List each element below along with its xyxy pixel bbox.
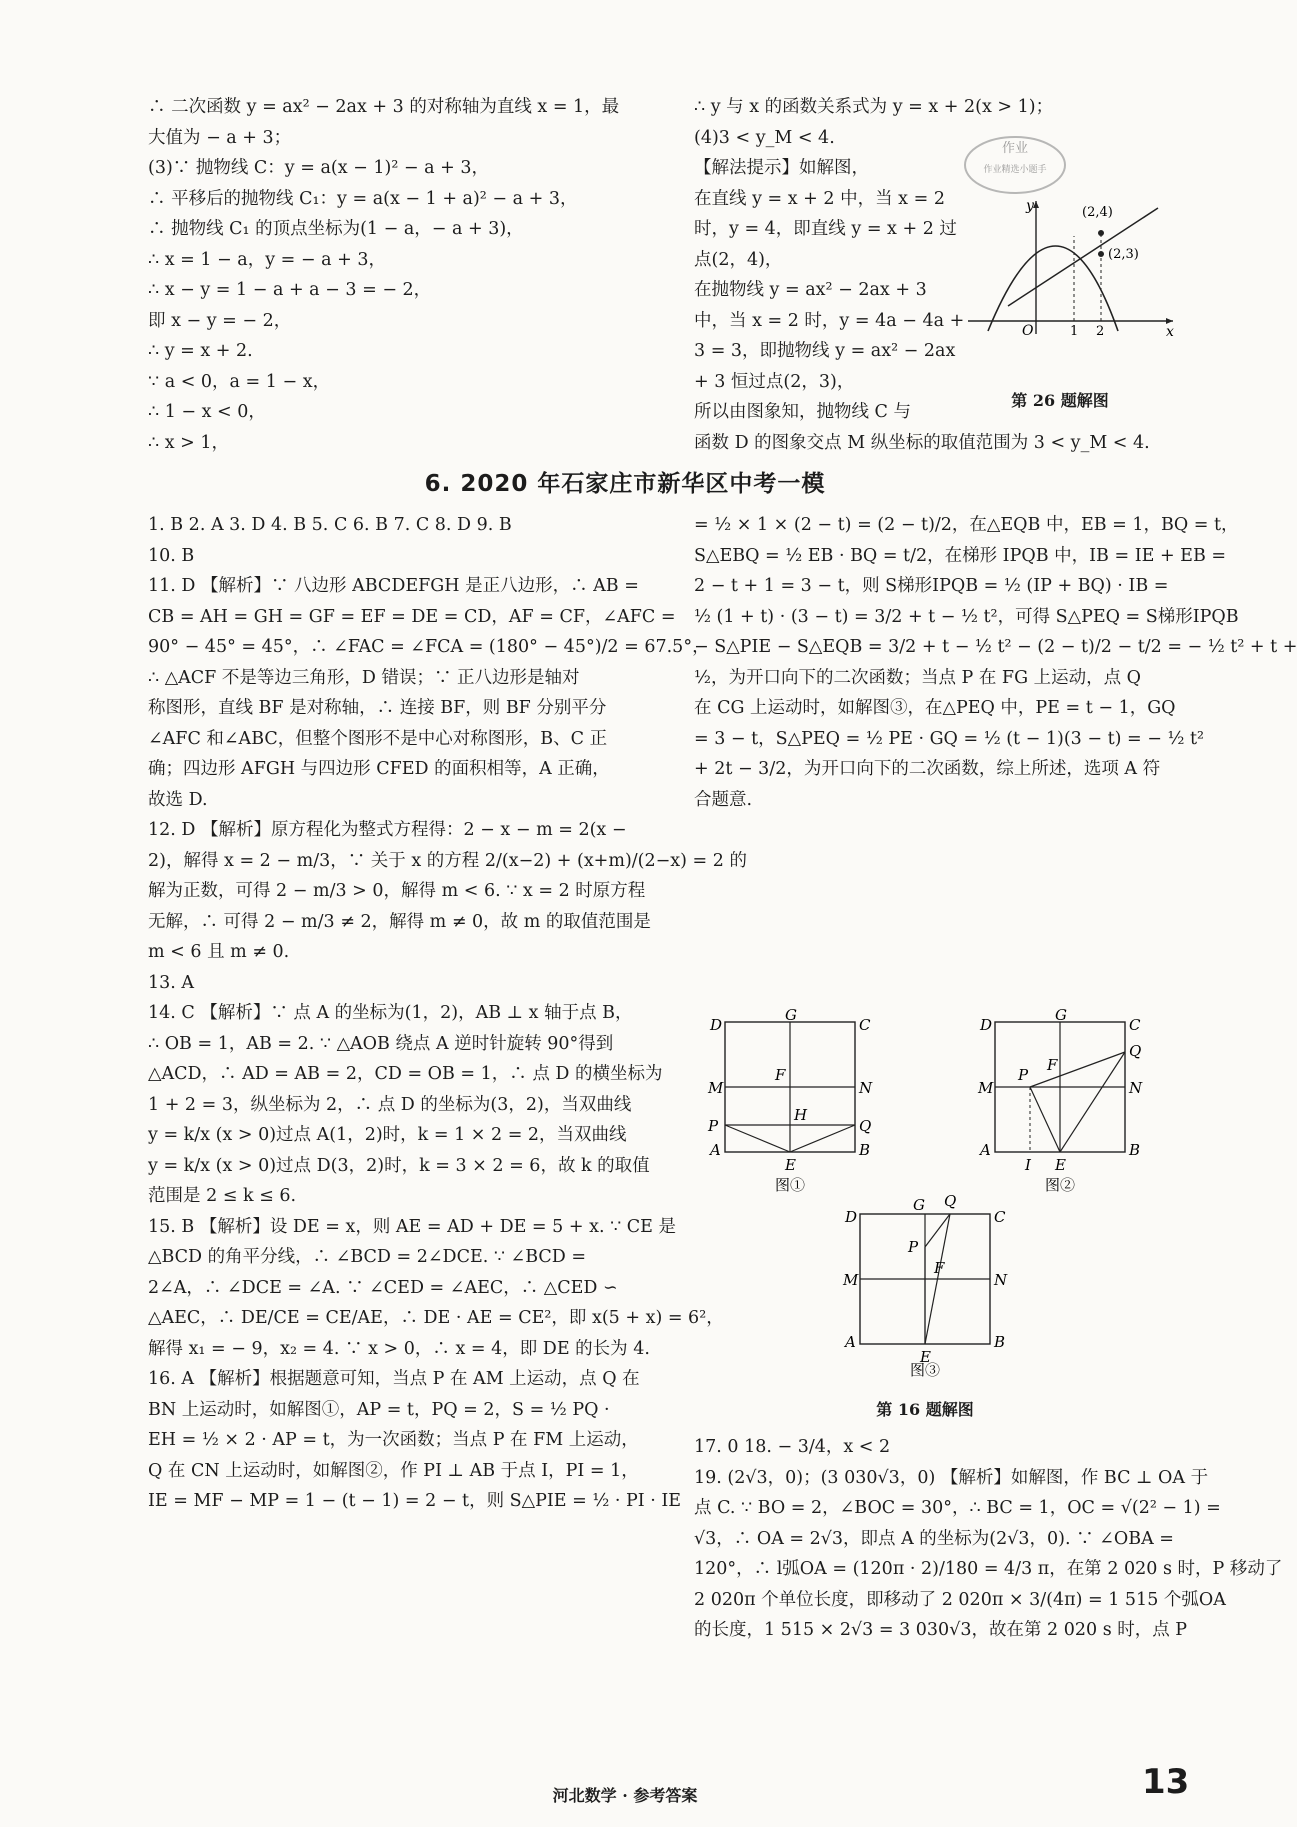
label-d: D (980, 1016, 993, 1034)
figure-16-sub1 (705, 1006, 875, 1199)
text-line: 1. B 2. A 3. D 4. B 5. C 6. B 7. C 8. D 9. B (148, 515, 512, 535)
label-x: x (1166, 324, 1174, 340)
label-a: A (710, 1141, 721, 1159)
text-line: = ½ × 1 × (2 − t) = (2 − t)/2，在△EQB 中，EB = 1，BQ = t， (694, 515, 1239, 535)
text-line: ½ (1 + t) · (3 − t) = 3/2 + t − ½ t²，可得 S△PEQ = S梯形IPQB (694, 606, 1239, 627)
label-e: E (785, 1156, 796, 1174)
text-line: 合题意. (694, 789, 753, 810)
text-line: 时，y = 4，即直线 y = x + 2 过 (694, 219, 957, 239)
text-line: 13. A (148, 972, 195, 993)
section-title: 6. 2020 年石家庄市新华区中考一模 (424, 471, 826, 497)
label-p: P (1018, 1066, 1029, 1084)
text-line: 12. D 【解析】原方程化为整式方程得：2 − x − m = 2(x − (148, 820, 627, 840)
text-line: 解得 x₁ = − 9，x₂ = 4. ∵ x > 0，∴ x = 4，即 DE 的长为 4. (148, 1338, 650, 1359)
label-2: 2 (1096, 324, 1105, 339)
line-qe (1060, 1052, 1125, 1152)
label-y: y (1026, 198, 1034, 214)
label-q: Q (1129, 1042, 1142, 1060)
text-line: (3)∵ 抛物线 C：y = a(x − 1)² − a + 3， (148, 158, 490, 178)
figure-26-caption: 第 26 题解图 (1011, 391, 1109, 410)
label-g: G (913, 1196, 925, 1214)
text-line: 点 C. ∵ BO = 2，∠BOC = 30°，∴ BC = 1，OC = √(2² − 1) = (694, 1498, 1221, 1518)
right-column-continued (694, 1432, 1283, 1646)
text-line: 11. D 【解析】∵ 八边形 ABCDEFGH 是正八边形，∴ AB = (148, 576, 639, 596)
label-q: Q (944, 1192, 957, 1210)
text-line: (4)3 < y_M < 4. (694, 127, 835, 148)
text-line: ∴ △ACF 不是等边三角形，D 错误；∵ 正八边形是轴对 (148, 667, 580, 688)
text-line: IE = MF − MP = 1 − (t − 1) = 2 − t，则 S△PIE = ½ · PI · IE (148, 1491, 682, 1511)
text-line: ∴ OB = 1，AB = 2. ∵ △AOB 绕点 A 逆时针旋转 90°得到 (148, 1033, 614, 1054)
text-line: 无解，∴ 可得 2 − m/3 ≠ 2，解得 m ≠ 0，故 m 的取值范围是 (148, 911, 651, 932)
figure-16-sub2 (975, 1006, 1145, 1199)
text-line: 3 = 3，即抛物线 y = ax² − 2ax (694, 341, 956, 361)
text-line: 函数 D 的图象交点 M 纵坐标的取值范围为 3 < y_M < 4. (694, 432, 1150, 453)
sub-caption-2: 图② (1044, 1176, 1076, 1194)
label-h: H (794, 1106, 808, 1124)
parabola-curve (988, 246, 1118, 331)
top-left-column (148, 92, 648, 458)
label-b: B (859, 1141, 871, 1159)
label-e: E (1055, 1156, 1066, 1174)
text-line: 2)，解得 x = 2 − m/3，∵ 关于 x 的方程 2/(x−2) + (x+m)/(2−x) = 2 的 (148, 850, 747, 871)
text-line: ∴ y = x + 2. (148, 341, 253, 361)
text-line: 确；四边形 AFGH 与四边形 CFED 的面积相等，A 正确， (148, 759, 610, 779)
label-c: C (1129, 1016, 1141, 1034)
text-line: 中，当 x = 2 时，y = 4a − 4a + (694, 310, 965, 331)
label-b: B (994, 1333, 1006, 1351)
text-line: ½，为开口向下的二次函数；当点 P 在 FG 上运动，点 Q (694, 667, 1142, 688)
text-line: + 3 恒过点(2，3)， (694, 371, 855, 392)
label-n: N (1129, 1079, 1143, 1097)
text-line: 所以由图象知，抛物线 C 与 (694, 402, 912, 422)
text-line: ∴ y 与 x 的函数关系式为 y = x + 2(x > 1)； (694, 97, 1054, 117)
point-2-4 (1098, 230, 1104, 236)
label-q: Q (859, 1117, 872, 1135)
label-n: N (994, 1271, 1008, 1289)
text-line: + 2t − 3/2，为开口向下的二次函数，综上所述，选项 A 符 (694, 759, 1161, 779)
text-line: = 3 − t，S△PEQ = ½ PE · GQ = ½ (t − 1)(3 − t) = − ½ t² (694, 728, 1205, 749)
label-f: F (775, 1066, 786, 1084)
text-line: 90° − 45° = 45°，∴ ∠FAC = ∠FCA = (180° − 45°)/2 = 67.5°， (148, 637, 710, 657)
label-m: M (978, 1079, 994, 1097)
figure-16-sub3 (840, 1192, 1010, 1381)
label-a: A (980, 1141, 991, 1159)
label-m: M (843, 1271, 859, 1289)
text-line: 1 + 2 = 3，纵坐标为 2，∴ 点 D 的坐标为(3，2)，当双曲线 (148, 1094, 632, 1115)
label-origin: O (1022, 323, 1034, 339)
text-line: 大值为 − a + 3； (148, 127, 292, 148)
text-line: BN 上运动时，如解图①，AP = t，PQ = 2，S = ½ PQ · (148, 1399, 610, 1420)
text-line: √3，∴ OA = 2√3，即点 A 的坐标为(2√3，0). ∵ ∠OBA = (694, 1528, 1174, 1549)
text-line: 17. 0 18. − 3/4，x < 2 (694, 1437, 891, 1457)
text-line: m < 6 且 m ≠ 0. (148, 942, 290, 962)
text-line: ∠AFC 和∠ABC，但整个图形不是中心对称图形，B、C 正 (148, 728, 608, 749)
label-g: G (785, 1006, 797, 1024)
text-line: 15. B 【解析】设 DE = x，则 AE = AD + DE = 5 + x. ∵ CE 是 (148, 1216, 676, 1237)
stamp-word: 作业 (1001, 141, 1029, 156)
text-line: y = k/x (x > 0)过点 A(1，2)时，k = 1 × 2 = 2，当双曲线 (148, 1125, 627, 1145)
label-e: E (920, 1348, 931, 1366)
text-line: ∴ x − y = 1 − a + a − 3 = − 2， (148, 280, 432, 300)
text-line: ∴ 平移后的抛物线 C₁：y = a(x − 1 + a)² − a + 3， (148, 188, 578, 209)
figure-26-graph (958, 196, 1178, 340)
text-line: S△EBQ = ½ EB · BQ = t/2，在梯形 IPQB 中，IB = IE + EB = (694, 545, 1227, 566)
line-pq (1030, 1052, 1125, 1087)
text-line: CB = AH = GH = GF = EF = DE = CD，AF = CF，∠AFC = (148, 606, 676, 627)
label-f: F (934, 1259, 945, 1277)
text-line: 2 020π 个单位长度，即移动了 2 020π × 3/(4π) = 1 515 个弧OA (694, 1589, 1226, 1610)
text-line: 点(2，4)， (694, 249, 783, 270)
text-line: 在 CG 上运动时，如解图③，在△PEQ 中，PE = t − 1，GQ (694, 698, 1176, 718)
stamp-text: 作业精选小题手 (983, 165, 1047, 175)
text-line: 10. B (148, 545, 195, 566)
text-line: EH = ½ × 2 · AP = t，为一次函数；当点 P 在 FM 上运动， (148, 1430, 639, 1450)
text-line: Q 在 CN 上运动时，如解图②，作 PI ⊥ AB 于点 I，PI = 1， (148, 1460, 639, 1481)
text-line: 19. (2√3，0)；(3 030√3，0) 【解析】如解图，作 BC ⊥ OA 于 (694, 1467, 1209, 1488)
label-c: C (994, 1208, 1006, 1226)
text-line: 在抛物线 y = ax² − 2ax + 3 (694, 280, 927, 300)
page-footer: 河北数学 · 参考答案 (552, 1786, 698, 1805)
text-line: ∵ a < 0，a = 1 − x， (148, 371, 331, 392)
label-a: A (845, 1333, 856, 1351)
line-pe (1030, 1087, 1060, 1152)
text-line: △BCD 的角平分线，∴ ∠BCD = 2∠DCE. ∵ ∠BCD = (148, 1247, 587, 1267)
label-point-2-4: (2,4) (1082, 205, 1113, 220)
label-c: C (859, 1016, 871, 1034)
label-d: D (710, 1016, 723, 1034)
text-line: 16. A 【解析】根据题意可知，当点 P 在 AM 上运动，点 Q 在 (148, 1369, 640, 1389)
text-line: 120°，∴ l弧OA = (120π · 2)/180 = 4/3 π，在第 2 020 s 时，P 移动了 (694, 1559, 1283, 1579)
point-2-3 (1098, 251, 1104, 257)
text-line: 2 − t + 1 = 3 − t，则 S梯形IPQB = ½ (IP + BQ) · IB = (694, 576, 1169, 596)
text-line: 解为正数，可得 2 − m/3 > 0，解得 m < 6. ∵ x = 2 时原方程 (148, 881, 646, 901)
label-i: I (1025, 1156, 1031, 1174)
text-line: 【解法提示】如解图， (694, 158, 869, 178)
text-line: ∴ 抛物线 C₁ 的顶点坐标为(1 − a，− a + 3)， (148, 219, 524, 239)
label-p: P (708, 1117, 719, 1135)
figure-16-caption: 第 16 题解图 (876, 1400, 974, 1419)
text-line: ∴ 二次函数 y = ax² − 2ax + 3 的对称轴为直线 x = 1，最 (148, 97, 620, 117)
text-line: 在直线 y = x + 2 中，当 x = 2 (694, 188, 945, 209)
text-line: − S△PIE − S△EQB = 3/2 + t − ½ t² − (2 − t)/2 − t/2 = − ½ t² + t + (694, 637, 1297, 657)
text-line: ∴ x = 1 − a，y = − a + 3， (148, 249, 386, 270)
text-line: 的长度，1 515 × 2√3 = 3 030√3，故在第 2 020 s 时，点 P (694, 1620, 1188, 1640)
line-qe (790, 1125, 855, 1152)
text-line: ∴ 1 − x < 0， (148, 402, 266, 422)
text-line: 范围是 2 ≤ k ≤ 6. (148, 1186, 297, 1206)
stamp-watermark (960, 130, 1070, 204)
sub-caption-3: 图③ (909, 1361, 941, 1379)
label-g: G (1055, 1006, 1067, 1024)
text-line: △AEC，∴ DE/CE = CE/AE，∴ DE · AE = CE²，即 x(5 + x) = 6²， (148, 1308, 724, 1328)
right-column (694, 510, 1297, 815)
text-line: 故选 D. (148, 789, 208, 810)
page-number: 13 (1142, 1762, 1190, 1802)
text-line: 14. C 【解析】∵ 点 A 的坐标为(1，2)，AB ⊥ x 轴于点 B， (148, 1003, 633, 1023)
text-line: 即 x − y = − 2， (148, 310, 292, 331)
label-p: P (908, 1238, 919, 1256)
label-n: N (859, 1079, 873, 1097)
label-b: B (1129, 1141, 1141, 1159)
label-d: D (845, 1208, 858, 1226)
label-1: 1 (1070, 324, 1079, 339)
label-point-2-3: (2,3) (1108, 247, 1139, 262)
text-line: △ACD，∴ AD = AB = 2，CD = OB = 1，∴ 点 D 的横坐标为 (148, 1064, 663, 1084)
text-line: 2∠A，∴ ∠DCE = ∠A. ∵ ∠CED = ∠AEC，∴ △CED ∽ (148, 1277, 618, 1298)
text-line: 称图形，直线 BF 是对称轴，∴ 连接 BF，则 BF 分别平分 (148, 698, 607, 718)
text-line: ∴ x > 1， (148, 432, 229, 453)
figure-26 (958, 196, 1178, 340)
label-f: F (1047, 1056, 1058, 1074)
line-pe (725, 1125, 790, 1152)
sub-caption-1: 图① (774, 1176, 806, 1194)
text-line: y = k/x (x > 0)过点 D(3，2)时，k = 3 × 2 = 6，故 k 的取值 (148, 1155, 650, 1176)
label-m: M (708, 1079, 724, 1097)
